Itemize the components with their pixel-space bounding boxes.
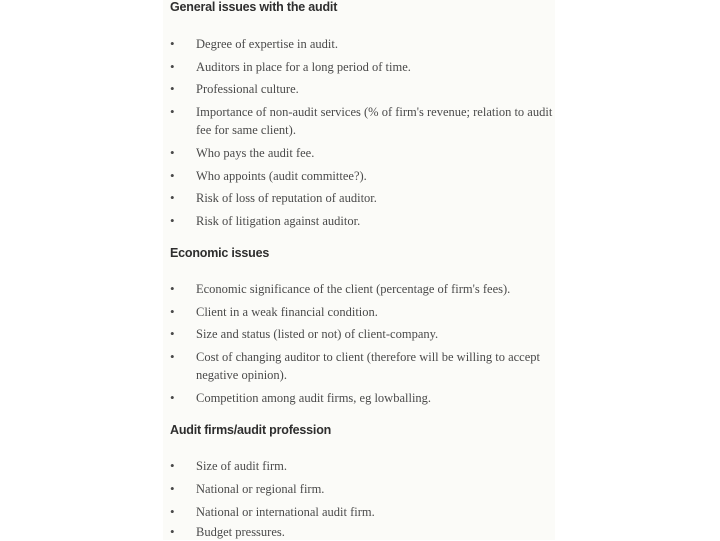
list-item-text: Importance of non-audit services (% of firm's revenue; relation to audit fee for same client). [196,105,553,137]
bullet: • [170,213,175,228]
bullet: • [170,481,175,496]
list-item-text: Who appoints (audit committee?). [196,169,367,183]
list-item-text: Size of audit firm. [196,459,287,473]
list-item-text: Risk of litigation against auditor. [196,214,361,228]
bullet: • [170,59,175,74]
section-heading-audit-firms: Audit firms/audit profession [170,423,332,437]
list-item-text: Cost of changing auditor to client (therefore will be willing to accept negative opinion). [196,350,540,382]
list-item-text: Size and status (listed or not) of client-company. [196,327,439,341]
bullet: • [170,349,175,364]
section-heading-economic-issues: Economic issues [170,246,270,260]
bullet: • [170,81,175,96]
bullet: • [170,390,175,405]
list-item-text: Auditors in place for a long period of time. [196,60,411,74]
list-item-text: Economic significance of the client (percentage of firm's fees). [196,282,511,296]
bullet: • [170,524,175,539]
list-item-text: Professional culture. [196,82,299,96]
bullet: • [170,304,175,319]
bullet: • [170,281,175,296]
bullet: • [170,504,175,519]
section-heading-general-issues: General issues with the audit [170,0,338,14]
bullet: • [170,145,175,160]
list-item-text: Budget pressures. [196,525,285,539]
bullet: • [170,326,175,341]
list-item-text: Degree of expertise in audit. [196,37,338,51]
list-item-text: Who pays the audit fee. [196,146,315,160]
bullet: • [170,168,175,183]
bullet: • [170,104,175,119]
list-item-text: Risk of loss of reputation of auditor. [196,191,377,205]
list-item-text: National or regional firm. [196,482,325,496]
bullet: • [170,190,175,205]
bullet: • [170,458,175,473]
list-item-text: National or international audit firm. [196,505,375,519]
list-item-text: Competition among audit firms, eg lowballing. [196,391,432,405]
list-item-text: Client in a weak financial condition. [196,305,378,319]
bullet: • [170,36,175,51]
